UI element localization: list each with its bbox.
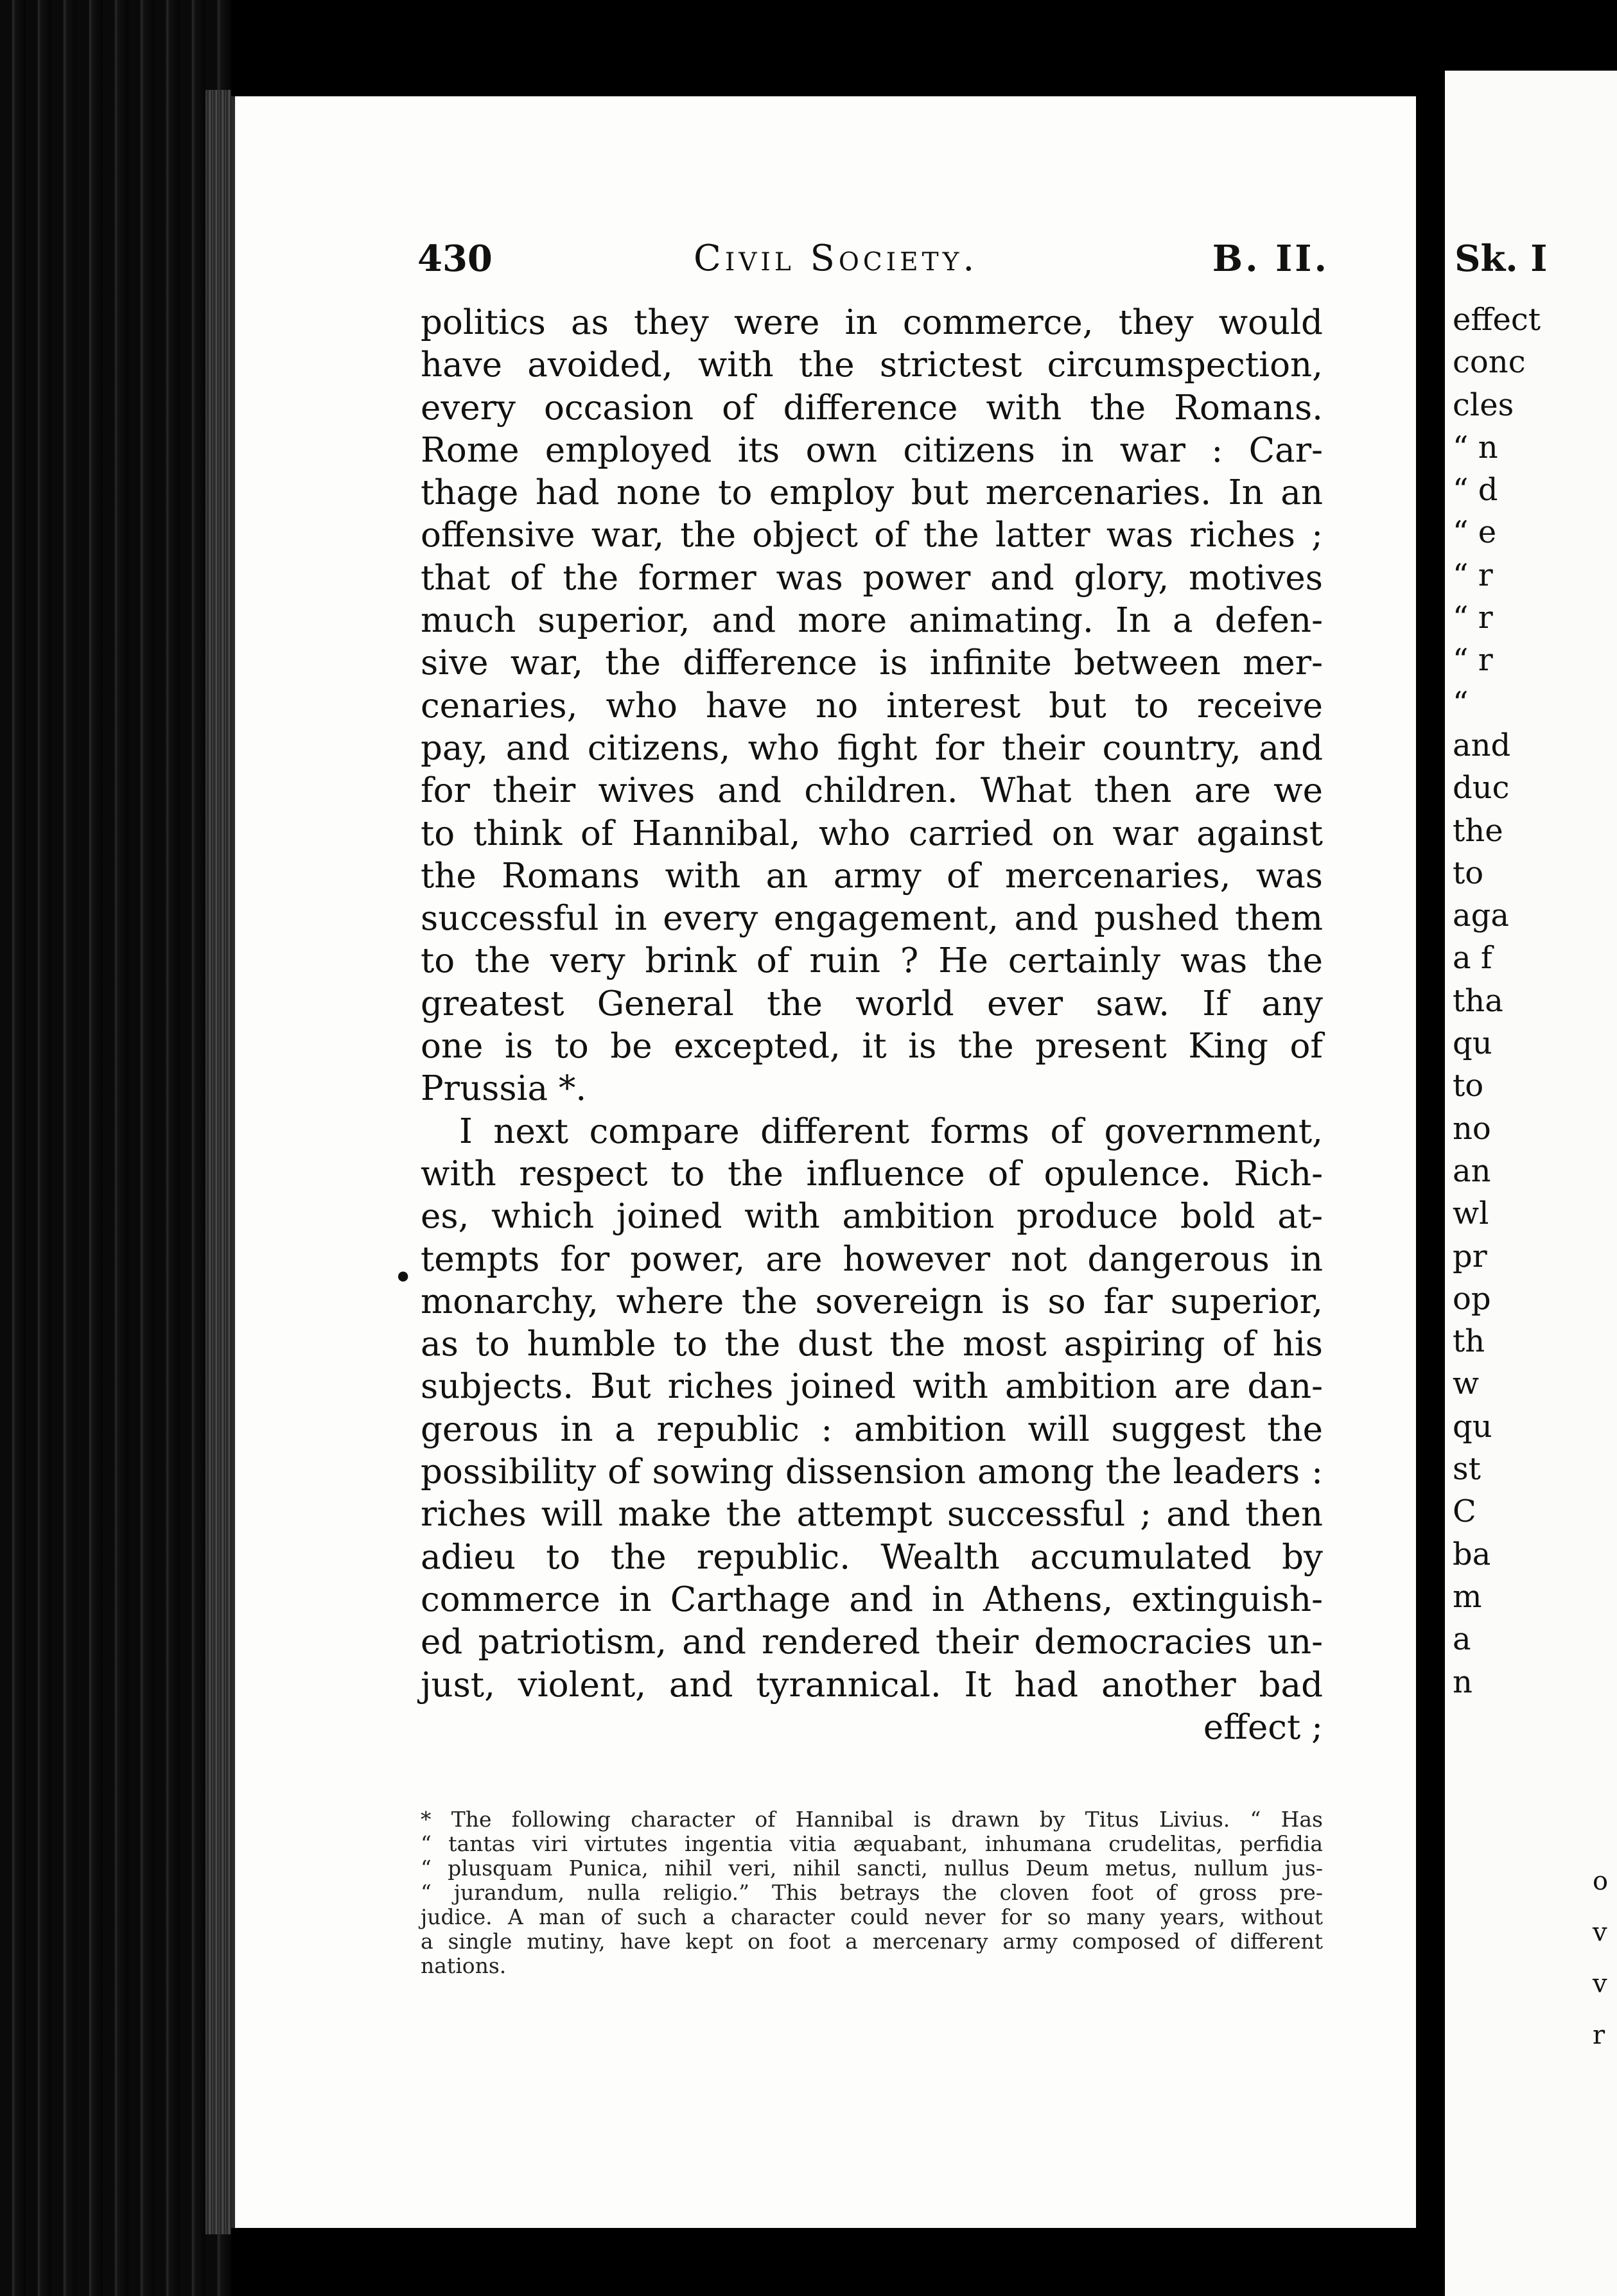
right-page-line: “ n xyxy=(1453,429,1498,465)
text-line: greatest General the world ever saw. If any xyxy=(421,984,1323,1023)
right-page-line: and xyxy=(1453,727,1511,763)
right-page-line: effect xyxy=(1453,302,1541,338)
text-line: adieu to the republic. Wealth accumulated by xyxy=(421,1537,1323,1577)
text-line: with respect to the influence of opulence. Rich- xyxy=(421,1154,1323,1194)
right-page-lower-text xyxy=(1593,1856,1608,2061)
text-line: possibility of sowing dissension among the leaders : xyxy=(421,1452,1323,1492)
text-line: as to humble to the dust the most aspiring of his xyxy=(421,1325,1323,1364)
text-line: commerce in Carthage and in Athens, extinguish- xyxy=(421,1579,1323,1619)
right-page-line: to xyxy=(1453,1068,1484,1104)
right-page-line: a xyxy=(1453,1621,1471,1658)
right-page-line: conc xyxy=(1453,344,1526,381)
right-page-line: r xyxy=(1593,2021,1605,2050)
text-line: every occasion of difference with the Romans. xyxy=(421,388,1323,428)
margin-mark: • xyxy=(393,1258,414,1298)
right-page-line: the xyxy=(1453,812,1503,849)
page-gutter xyxy=(1416,0,1445,2296)
right-page-line: n xyxy=(1453,1664,1473,1700)
text-line: tempts for power, are however not dangerous in xyxy=(421,1239,1323,1279)
text-line: for their wives and children. What then are we xyxy=(421,771,1323,811)
text-line: es, which joined with ambition produce bold at- xyxy=(421,1197,1323,1237)
right-page-line: to xyxy=(1453,855,1484,891)
running-head xyxy=(417,238,1329,289)
right-page-line: no xyxy=(1453,1110,1491,1147)
body-text xyxy=(421,302,1323,1749)
right-page-line: “ r xyxy=(1453,642,1493,679)
right-page-head: Sk. I xyxy=(1455,238,1548,280)
footnote-line: “ plusquam Punica, nihil veri, nihil sancti, nullus Deum metus, nullum jus- xyxy=(421,1856,1323,1881)
text-line: just, violent, and tyrannical. It had another bad xyxy=(421,1665,1323,1705)
text-line: much superior, and more animating. In a defen- xyxy=(421,601,1323,641)
footnote xyxy=(421,1807,1323,1978)
right-page-line: “ r xyxy=(1453,557,1493,593)
right-page-line: pr xyxy=(1453,1238,1487,1274)
right-page-line: ba xyxy=(1453,1536,1491,1572)
right-page-line: v xyxy=(1593,1969,1607,1999)
text-line: I next compare different forms of government, xyxy=(459,1111,1323,1151)
text-line: pay, and citizens, who fight for their country, and xyxy=(421,728,1323,768)
right-page-line: “ xyxy=(1453,684,1469,721)
text-line: successful in every engagement, and pushed them xyxy=(421,899,1323,939)
right-page-line: “ d xyxy=(1453,472,1498,509)
text-line: sive war, the difference is infinite between mer- xyxy=(421,643,1323,683)
text-line: gerous in a republic : ambition will suggest the xyxy=(421,1409,1323,1449)
footnote-line: a single mutiny, have kept on foot a mercenary army composed of different xyxy=(421,1929,1323,1954)
footnote-line: * The following character of Hannibal is drawn by Titus Livius. “ Has xyxy=(421,1807,1323,1832)
right-page-line: tha xyxy=(1453,982,1503,1019)
right-page-line: “ e xyxy=(1453,514,1497,551)
page-number: 430 xyxy=(417,238,493,280)
right-page-line: a f xyxy=(1453,940,1492,977)
text-line: subjects. But riches joined with ambition are dan- xyxy=(421,1367,1323,1407)
text-line: thage had none to employ but mercenaries. In an xyxy=(421,473,1323,513)
right-page-line: th xyxy=(1453,1323,1485,1360)
text-line: cenaries, who have no interest but to receive xyxy=(421,686,1323,726)
right-page-line: “ r xyxy=(1453,600,1493,636)
text-line: one is to be excepted, it is the present King of xyxy=(421,1027,1323,1066)
text-line: offensive war, the object of the latter was riches ; xyxy=(421,516,1323,555)
text-line: that of the former was power and glory, motives xyxy=(421,558,1323,598)
right-page-line: duc xyxy=(1453,770,1510,806)
right-page-line: qu xyxy=(1453,1025,1492,1062)
running-title: Civil Society. xyxy=(694,238,979,279)
page-edges xyxy=(205,90,231,2234)
right-page-line: an xyxy=(1453,1152,1491,1189)
right-page-line: o xyxy=(1593,1866,1609,1896)
text-line: to the very brink of ruin ? He certainly was the xyxy=(421,941,1323,981)
footnote-line: judice. A man of such a character could never for so many years, without xyxy=(421,1904,1323,1929)
right-page-line: st xyxy=(1453,1451,1481,1488)
footnote-line: “ jurandum, nulla religio.” This betrays the cloven foot of gross pre- xyxy=(421,1880,1323,1905)
text-line: ed patriotism, and rendered their democracies un- xyxy=(421,1622,1323,1662)
text-line: Rome employed its own citizens in war : Car- xyxy=(421,430,1323,470)
text-line: politics as they were in commerce, they would xyxy=(421,303,1323,342)
right-page-line: qu xyxy=(1453,1408,1492,1445)
text-line: to think of Hannibal, who carried on war against xyxy=(421,813,1323,853)
text-line: Prussia *. xyxy=(421,1069,587,1109)
right-page-line: cles xyxy=(1453,387,1514,423)
right-page-text xyxy=(1453,299,1617,1703)
text-line: have avoided, with the strictest circumspection, xyxy=(421,345,1323,385)
right-page-line: aga xyxy=(1453,898,1509,934)
right-page-line: m xyxy=(1453,1578,1482,1615)
text-line: the Romans with an army of mercenaries, was xyxy=(421,856,1323,896)
right-page-line: v xyxy=(1593,1918,1607,1947)
right-page-line: wl xyxy=(1453,1196,1489,1232)
book-marker: B. II. xyxy=(1212,238,1329,280)
footnote-line: nations. xyxy=(421,1953,507,1978)
right-page-line: w xyxy=(1453,1366,1480,1402)
text-line: monarchy, where the sovereign is so far superior, xyxy=(421,1282,1323,1321)
scan-mark xyxy=(1541,0,1617,13)
book-spine xyxy=(0,0,231,2296)
catchword: effect ; xyxy=(1203,1707,1323,1747)
footnote-line: “ tantas viri virtutes ingentia vitia æquabant, inhumana crudelitas, perfidia xyxy=(421,1831,1323,1856)
right-page-line: op xyxy=(1453,1280,1491,1317)
text-line: riches will make the attempt successful ; and then xyxy=(421,1495,1323,1535)
right-page-line: C xyxy=(1453,1493,1476,1530)
